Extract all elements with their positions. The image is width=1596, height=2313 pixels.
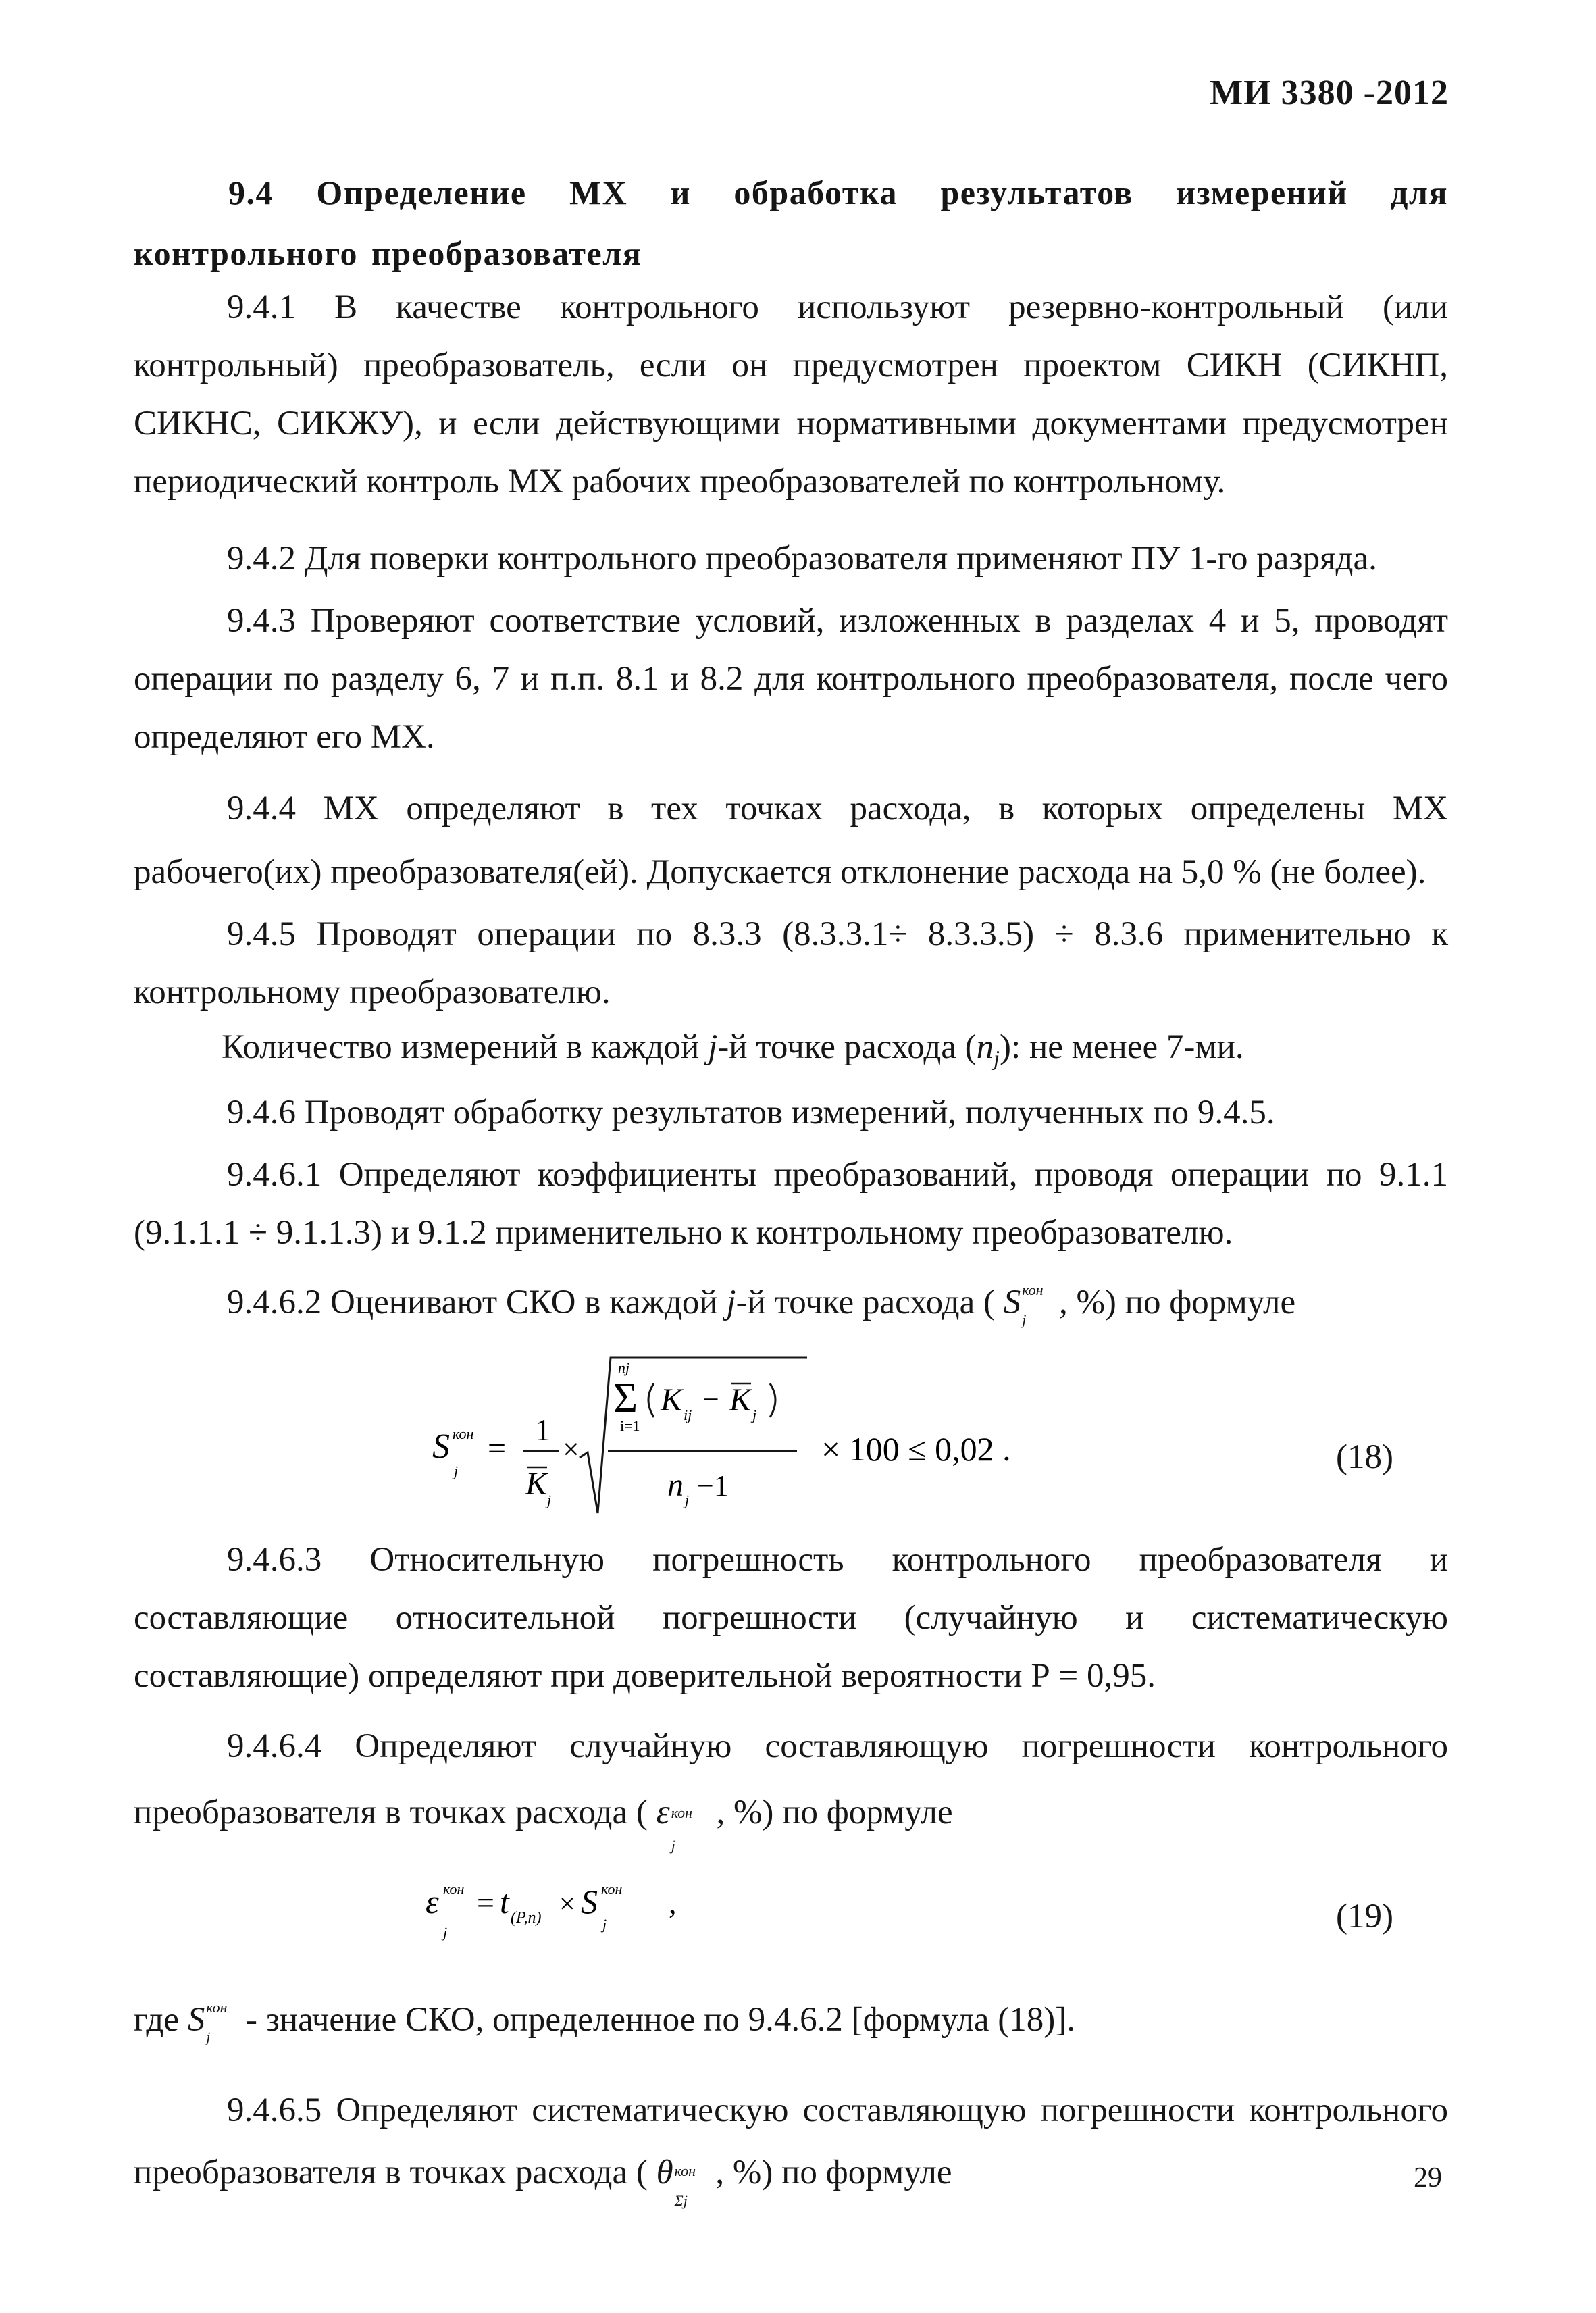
- formula-19-number: (19): [1336, 1898, 1393, 1935]
- f18-times: ×: [563, 1433, 580, 1466]
- paragraph-9-4-6-3: 9.4.6.3 Относительную погрешность контрольного преобразователя и составляющие относительной погрешности (случайную и систематическую составляющие) определяют при доверительной вероятности Р = 0,95.: [134, 1541, 1448, 1695]
- f19-times: ×: [559, 1889, 575, 1920]
- paragraph-9-4-2: 9.4.2 Для поверки контрольного преобразователя применяют ПУ 1-го разряда.: [227, 540, 1377, 578]
- f19-comma: ,: [669, 1885, 677, 1920]
- f19-eq: =: [477, 1885, 494, 1920]
- f18-Kbar-sub: j: [752, 1406, 757, 1423]
- inline-eps-kon-j: ε кон j: [656, 1794, 693, 1854]
- f18-Kij-sub: ij: [684, 1406, 692, 1423]
- formula-18: [405, 1344, 1081, 1540]
- f18-S-sup: кон: [453, 1425, 474, 1442]
- f18-minus-one: −1: [697, 1469, 729, 1502]
- paragraph-9-4-6-2: [227, 1281, 1296, 1328]
- inline-theta-kon-sigma-j: θ кон Σj: [656, 2154, 696, 2209]
- f19-S-sup: кон: [601, 1881, 623, 1898]
- where-text-b: - значение СКО, определенное по 9.4.6.2 [формула (18)].: [237, 2001, 1075, 2039]
- p9462-text-a: 9.4.6.2 Оценивают СКО в каждой: [227, 1283, 727, 1321]
- count-j: j: [708, 1028, 718, 1066]
- count-n: n: [976, 1028, 994, 1066]
- f18-K: K: [525, 1466, 548, 1502]
- f18-eq: =: [488, 1431, 507, 1467]
- page-number: 29: [1414, 2162, 1442, 2193]
- measurement-count-line: [222, 1027, 1244, 1078]
- f18-Kbar: K: [729, 1382, 752, 1418]
- document-code: МИ 3380 -2012: [1210, 74, 1449, 112]
- f19-S-sub: j: [602, 1916, 607, 1933]
- formula-19: [412, 1871, 723, 1946]
- count-text-c: ): не менее 7-ми.: [1000, 1028, 1244, 1066]
- p9464-text-a: 9.4.6.4 Определяют случайную составляющую погрешности контрольного преобразователя в точках расхода (: [134, 1727, 1448, 1831]
- p9462-text-b: -й точке расхода (: [736, 1283, 1004, 1321]
- f19-eps-sup: кон: [443, 1881, 465, 1898]
- f18-tail: × 100 ≤ 0,02 .: [821, 1430, 1011, 1468]
- paragraph-9-4-4: 9.4.4 МХ определяют в тех точках расхода, в которых определены МХ рабочего(их) преобразователя(ей). Допускается отклонение расхода на 5,0 % (не более).: [134, 790, 1448, 891]
- paragraph-9-4-6-1: 9.4.6.1 Определяют коэффициенты преобразований, проводя операции по 9.1.1 (9.1.1.1 ÷ 9.1.1.3) и 9.1.2 применительно к контрольному преобразователю.: [134, 1156, 1448, 1252]
- count-text-a: Количество измерений в каждой: [222, 1028, 709, 1066]
- p9465-text-a: 9.4.6.5 Определяют систематическую составляющую погрешности контрольного преобразователя в точках расхода (: [134, 2091, 1448, 2191]
- where-text-a: где: [134, 2001, 188, 2039]
- inline-S-kon-j: S кон j: [1003, 1281, 1044, 1328]
- f18-Kij: K: [661, 1382, 683, 1418]
- paragraph-9-4-3: 9.4.3 Проверяют соответствие условий, изложенных в разделах 4 и 5, проводят операции по разделу 6, 7 и п.п. 8.1 и 8.2 для контрольного преобразователя, после чего определяют его МХ.: [134, 602, 1448, 756]
- f18-minus: −: [702, 1383, 719, 1416]
- paragraph-9-4-6: 9.4.6 Проводят обработку результатов измерений, полученных по 9.4.5.: [227, 1094, 1275, 1132]
- f18-n-sub: j: [685, 1492, 690, 1508]
- p9462-j: j: [726, 1283, 736, 1321]
- count-n-sub: j: [994, 1046, 1000, 1071]
- f18-S-sub: j: [454, 1463, 459, 1479]
- f18-sum-top: nj: [618, 1359, 630, 1376]
- p9464-text-c: , %) по формуле: [707, 1794, 953, 1831]
- f18-sum: Σ: [613, 1375, 638, 1421]
- f18-n: n: [667, 1467, 684, 1503]
- p9462-text-c: , %) по формуле: [1050, 1283, 1296, 1321]
- paragraph-9-4-1: 9.4.1 В качестве контрольного используют резервно-контрольный (или контрольный) преобразователь, если он предусмотрен проектом СИКН (СИКНП, СИКНС, СИКЖУ), и если действующими нормативными документами предусмотрен периодический контроль МХ рабочих преобразователей по контрольному.: [134, 288, 1448, 501]
- formula-18-number: (18): [1336, 1438, 1393, 1476]
- paragraph-9-4-5: 9.4.5 Проводят операции по 8.3.3 (8.3.3.1÷ 8.3.3.5) ÷ 8.3.6 применительно к контрольному преобразователю.: [134, 915, 1448, 1011]
- paragraph-9-4-6-5: [134, 2079, 1448, 2209]
- count-text-b: -й точке расхода (: [717, 1028, 977, 1066]
- f19-eps: ε: [426, 1883, 439, 1921]
- f18-one: 1: [535, 1413, 550, 1447]
- f18-S: S: [432, 1427, 450, 1466]
- paragraph-9-4-6-4: [134, 1713, 1448, 1854]
- f18-sum-bottom: i=1: [620, 1417, 640, 1434]
- f19-t-sub: (P,n): [511, 1909, 542, 1927]
- where-line: [134, 1999, 1075, 2045]
- section-heading: 9.4 Определение МХ и обработка результатов измерений для контрольного преобразователя: [134, 174, 1448, 272]
- f18-K-sub: j: [547, 1492, 552, 1508]
- where-S-kon-j: S кон j: [187, 1999, 228, 2045]
- f19-t: t: [500, 1883, 509, 1921]
- f19-eps-sub: j: [443, 1924, 448, 1941]
- p9465-text-c: , %) по формуле: [706, 2154, 952, 2191]
- f19-S: S: [581, 1883, 598, 1921]
